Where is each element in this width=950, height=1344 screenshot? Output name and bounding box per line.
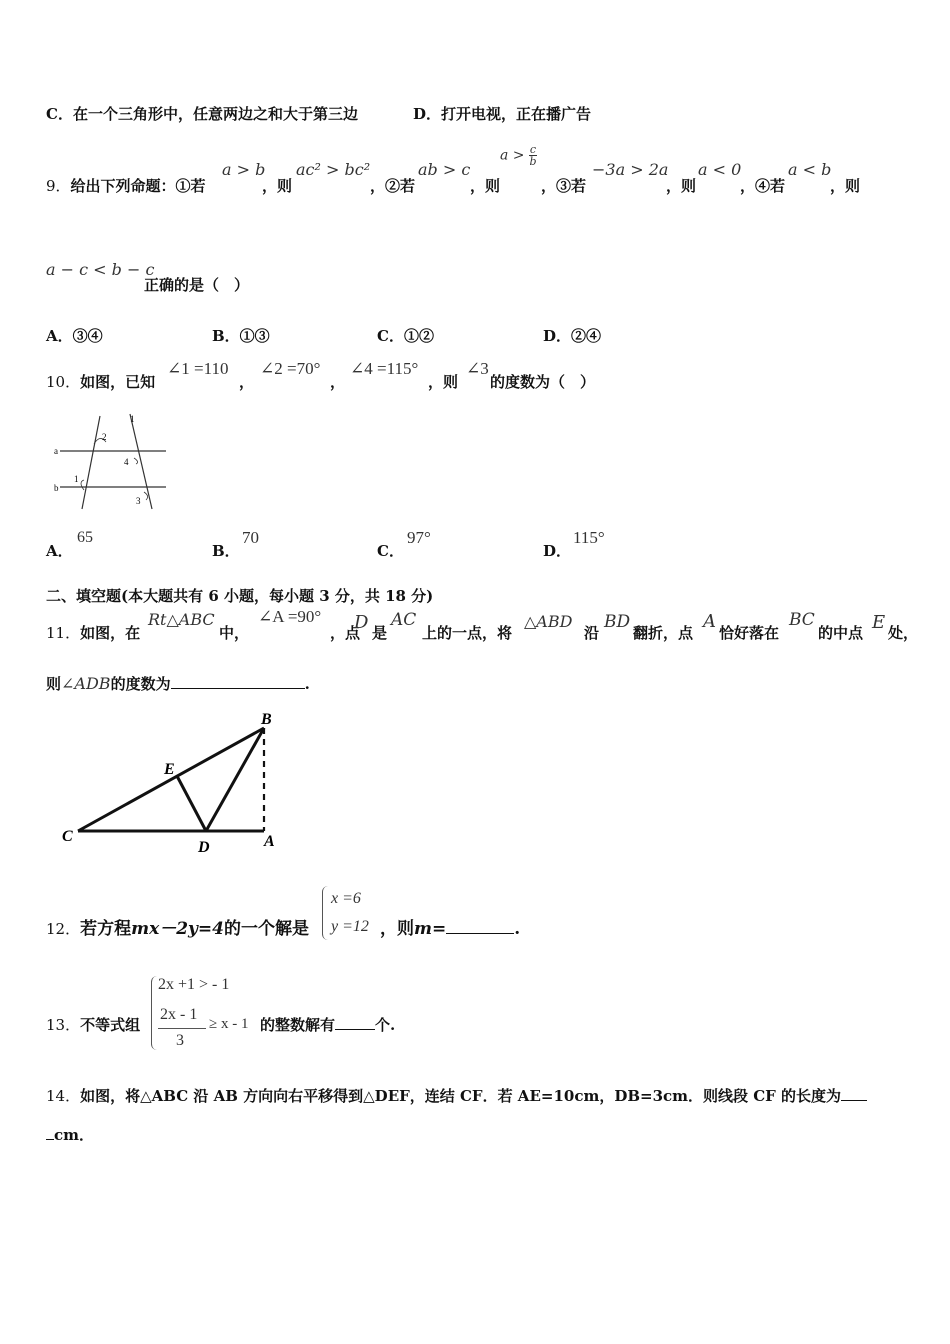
q11-t10: 处， [888, 624, 919, 642]
q10-angle-3-arc [144, 492, 148, 500]
q11-math-9: E [872, 612, 886, 633]
section-2-title: 二、填空题(本大题共有 6 小题，每小题 3 分，共 18 分) [46, 587, 434, 605]
q10-label-2: 2 [102, 432, 107, 442]
q11-label-b: B [261, 711, 272, 728]
q11-math-1: Rt△ABC [148, 610, 215, 629]
q12-t2: 的一个解是 [224, 919, 309, 939]
q11-math-4: AC [391, 610, 417, 630]
q13-frac-bar [158, 1028, 206, 1029]
q13-t3: 个. [375, 1016, 396, 1034]
q11-t6: 沿 [584, 624, 600, 642]
q10-option-b-value: 70 [242, 528, 259, 547]
q9-math-4-fraction [529, 144, 537, 167]
q11-figure [56, 704, 286, 860]
q12-expression: mx－2y=4 [131, 919, 224, 939]
q13-t1: 不等式组 [80, 1016, 141, 1034]
q14-text: 如图，将△ABC 沿 AB 方向向右平移得到△DEF，连结 CF．若 AE=10cm，DB=3cm．则线段 CF 的长度为 [80, 1087, 842, 1105]
q9-p3: ，③若 [541, 177, 587, 195]
q11-math-8: BC [789, 610, 815, 630]
q12-number: 12． [46, 920, 81, 938]
q9-math-3: ab > c [418, 160, 471, 179]
q12-sys2-text: y =12 [331, 918, 369, 935]
q10-comma-2: ， [330, 373, 346, 391]
q11-segment-ed [177, 776, 206, 831]
q9-then-7: ，则 [830, 177, 861, 195]
q14-line1 [46, 1085, 867, 1106]
q10-transversal-right [130, 414, 152, 509]
q13-frac-num: 2x - 1 [160, 1006, 198, 1023]
q10-math-4: ∠3 [466, 359, 489, 378]
q12-t1: 若方程 [80, 919, 132, 939]
q9-option-a: A．③④ [46, 327, 103, 345]
q11-t8: 恰好落在 [719, 624, 780, 642]
q9-math-5: −3a > 2a [592, 160, 669, 179]
q11-math-5: △ABD [524, 612, 573, 631]
q14-answer-blank-2[interactable] [46, 1139, 54, 1140]
q10-lead-text: 如图，已知 [80, 373, 156, 391]
q10-label-4: 4 [124, 457, 129, 467]
q10-label-top: 1 [130, 414, 135, 424]
q11-line2 [46, 673, 310, 694]
q9-math-6: a < 0 [698, 160, 742, 179]
q9-then-1: ，则 [262, 177, 293, 195]
q11-number: 11． [46, 624, 81, 642]
q12-answer-blank[interactable] [446, 933, 514, 934]
q12-system-eq1 [331, 890, 361, 908]
q8-option-d: D．打开电视，正在播广告 [413, 105, 592, 123]
q9-number-label: 9． [46, 177, 71, 195]
q10-math-2: ∠2 =70° [260, 359, 321, 378]
q11-answer-blank[interactable] [171, 688, 305, 689]
q9-tail: 正确的是（ ） [144, 276, 250, 294]
q9-frac-den: b [529, 155, 537, 168]
q10-figure [54, 410, 174, 510]
q11-label-e: E [164, 761, 175, 778]
q10-math-1: ∠1 =110 [167, 359, 229, 378]
q10-option-a [46, 540, 73, 561]
q13-lead [46, 1014, 140, 1035]
q10-tail: 的度数为（ ） [490, 373, 596, 391]
q10-label-b: b [54, 483, 59, 493]
q10-comma-1: ， [239, 373, 255, 391]
q11-label-a: A [264, 833, 275, 850]
q11-t9: 的中点 [818, 624, 864, 642]
q8-option-c: C．在一个三角形中，任意两边之和大于第三边 [46, 105, 358, 123]
q9-math-2: ac² > bc² [296, 160, 371, 179]
q11-t7: 翻折，点 [633, 624, 694, 642]
q12-end: . [514, 919, 521, 939]
q12-tail [380, 914, 520, 939]
q10-option-d [543, 540, 571, 561]
q11-label-c: C [62, 828, 73, 845]
q12-sys1-text: x =6 [331, 890, 361, 907]
q10-option-c-value: 97° [407, 528, 431, 547]
q12-system-eq2 [331, 918, 369, 936]
q9-p2: ，②若 [370, 177, 416, 195]
q10-option-d-letter: D． [543, 542, 572, 560]
q13-t2: 的整数解有 [260, 1016, 336, 1034]
q9-math-1: a > b [222, 160, 266, 179]
q9-then-3: ，则 [470, 177, 501, 195]
q14-number: 14． [46, 1087, 81, 1105]
q10-option-b [212, 540, 240, 561]
q12-system-brace [322, 886, 329, 940]
q10-option-c-letter: C． [377, 542, 404, 560]
q13-answer-blank[interactable] [335, 1029, 375, 1030]
q11-l2a: 则 [46, 675, 62, 693]
q9-math-8: a − c < b − c [46, 260, 155, 279]
q10-option-b-letter: B． [212, 542, 240, 560]
q10-label-a: a [54, 446, 58, 456]
q10-option-c [377, 540, 404, 561]
q10-then: ，则 [428, 373, 459, 391]
q13-ineq1-text: 2x +1 > - 1 [158, 976, 230, 993]
q10-number: 10． [46, 373, 81, 391]
q14-line2-text: cm． [54, 1126, 95, 1144]
q10-lead [46, 371, 155, 392]
q14-line2 [46, 1124, 94, 1145]
q13-number: 13． [46, 1016, 81, 1034]
q13-ineq-1 [158, 976, 229, 994]
q13-tail [260, 1014, 395, 1035]
q13-system-brace [151, 976, 158, 1050]
q11-t1: 如图，在 [80, 624, 141, 642]
q9-option-b: B．①③ [212, 327, 270, 345]
q11-t5: 上的一点，将 [422, 624, 513, 642]
q9-math-4-lhs: a > [500, 147, 525, 164]
q11-l2-end: . [304, 675, 310, 693]
q12-t3: ，则 [380, 919, 414, 939]
q10-angle-4-arc [134, 458, 138, 464]
q9-math-7: a < b [788, 160, 832, 179]
q11-math-3: D [354, 612, 369, 633]
q11-t3: ，点 [330, 624, 361, 642]
q14-answer-blank-1[interactable] [841, 1100, 867, 1101]
q13-frac-den: 3 [176, 1032, 184, 1049]
q13-ineq2-rhs: ≥ x - 1 [209, 1016, 249, 1032]
q9-option-c: C．①② [377, 327, 434, 345]
q11-l2-math: ∠ADB [61, 674, 111, 693]
q10-option-a-value: 65 [77, 529, 93, 546]
q11-lead [46, 622, 140, 643]
q10-label-3: 3 [136, 496, 141, 506]
q11-t2: 中， [219, 624, 250, 642]
q9-number [46, 175, 206, 196]
q11-math-7: A [703, 611, 716, 632]
q10-option-d-value: 115° [573, 528, 605, 547]
q11-math-6: BD [604, 612, 631, 632]
q10-option-a-letter: A． [46, 542, 73, 560]
q9-lead: 给出下列命题：①若 [70, 177, 206, 195]
q10-label-1: 1 [74, 474, 79, 484]
q11-l2b: 的度数为 [110, 675, 171, 693]
q10-angle-1-arc [81, 480, 84, 490]
q11-t4: 是 [372, 624, 388, 642]
q9-math-4 [500, 144, 537, 167]
q9-then-5: ，则 [666, 177, 697, 195]
q11-label-d: D [198, 839, 210, 856]
q9-p4: ，④若 [740, 177, 786, 195]
q12-var: m= [414, 919, 447, 939]
q9-option-d: D．②④ [543, 327, 602, 345]
q12-lead [46, 914, 309, 939]
q10-transversal-left [82, 416, 100, 509]
q11-math-2: ∠A =90° [258, 607, 322, 626]
q10-math-3: ∠4 =115° [350, 359, 419, 378]
q9-frac-num: c [529, 143, 537, 156]
